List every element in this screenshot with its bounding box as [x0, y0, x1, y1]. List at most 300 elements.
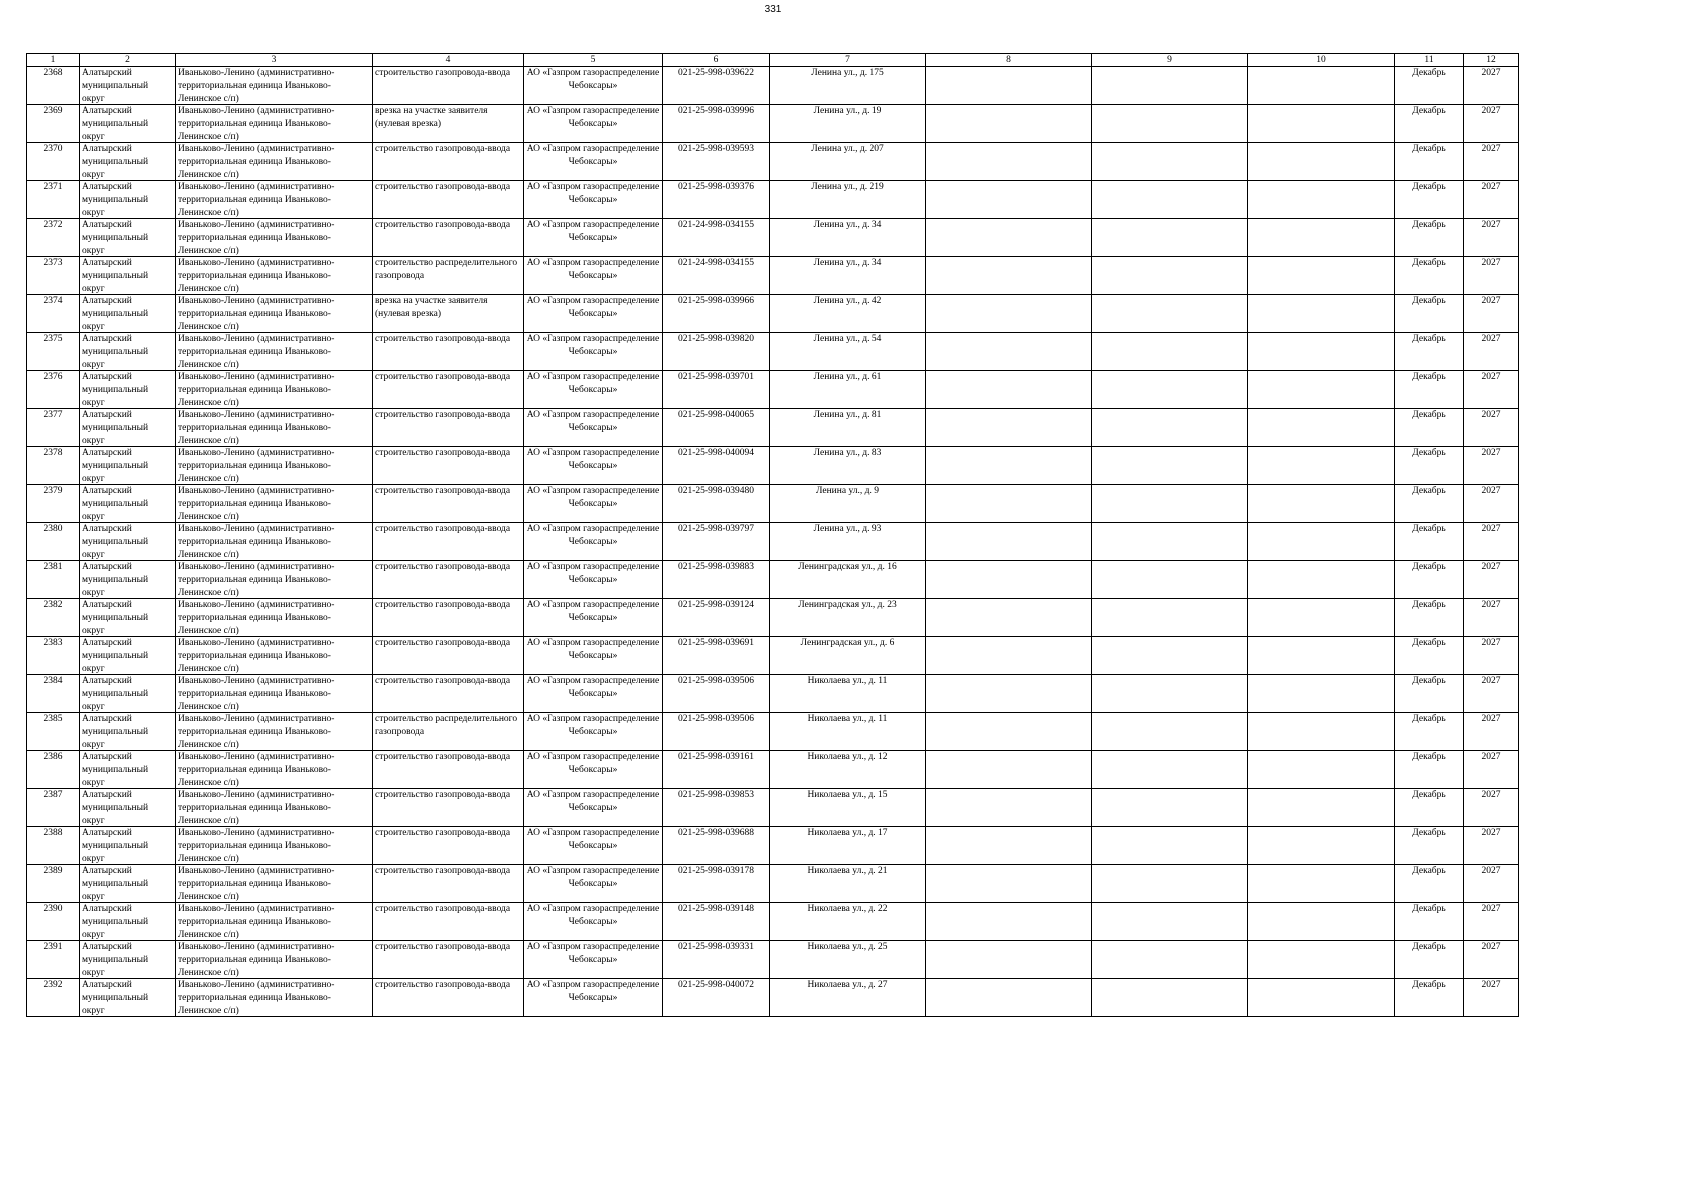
year-cell [1464, 599, 1519, 637]
empty-cell-col-9-text [1094, 713, 1245, 750]
empty-cell-col-9-text [1094, 789, 1245, 826]
empty-cell-col-10-text [1250, 181, 1392, 218]
empty-cell-col-10 [1248, 865, 1395, 903]
empty-cell-col-8 [926, 447, 1092, 485]
column-number-6: 6 [663, 54, 770, 67]
work-type-cell-text: строительство газопровода-ввода [375, 562, 511, 572]
empty-cell-col-8-text [928, 941, 1089, 978]
empty-cell-col-8-text [928, 67, 1089, 104]
district-cell [80, 637, 176, 675]
row-number-cell [27, 751, 80, 789]
settlement-cell-text: Иваньково-Ленино (административно-территориальная единица Иваньково-Ленинское с/п) [178, 676, 335, 712]
empty-cell-col-9-text [1094, 827, 1245, 864]
month-cell [1395, 751, 1464, 789]
row-number-cell [27, 371, 80, 409]
work-type-cell-text: строительство газопровода-ввода [375, 334, 511, 344]
empty-cell-col-10-text [1250, 257, 1392, 294]
request-code-cell [663, 637, 770, 675]
work-type-cell [373, 409, 524, 447]
year-cell [1464, 523, 1519, 561]
organization-cell-text: АО «Газпром газораспределение Чебоксары» [526, 980, 660, 1003]
settlement-cell-text: Иваньково-Ленино (административно-территориальная единица Иваньково-Ленинское с/п) [178, 182, 335, 218]
request-code-cell [663, 105, 770, 143]
empty-cell-col-9 [1092, 637, 1248, 675]
settlement-cell [176, 675, 373, 713]
request-code-cell-text: 021-25-998-039688 [678, 828, 754, 838]
work-type-cell-text: строительство газопровода-ввода [375, 942, 511, 952]
district-cell [80, 751, 176, 789]
row-number-cell-text: 2384 [43, 676, 63, 686]
table-row [27, 485, 1519, 523]
organization-cell [524, 941, 663, 979]
empty-cell-col-8 [926, 105, 1092, 143]
empty-cell-col-10 [1248, 105, 1395, 143]
district-cell [80, 219, 176, 257]
address-cell-text: Ленинградская ул., д. 6 [800, 638, 895, 648]
row-number-cell-text: 2390 [43, 904, 63, 914]
organization-cell-text: АО «Газпром газораспределение Чебоксары» [526, 790, 660, 813]
work-type-cell [373, 67, 524, 105]
empty-cell-col-9-text [1094, 67, 1245, 104]
empty-cell-col-10-text [1250, 827, 1392, 864]
empty-cell-col-8-text [928, 485, 1089, 522]
empty-cell-col-10-text [1250, 561, 1392, 598]
work-type-cell-text: врезка на участке заявителя (нулевая врезка) [375, 296, 488, 319]
empty-cell-col-8 [926, 371, 1092, 409]
settlement-cell [176, 67, 373, 105]
work-type-cell-text: строительство газопровода-ввода [375, 980, 511, 990]
row-number-cell-text: 2387 [43, 790, 63, 800]
year-cell [1464, 979, 1519, 1017]
organization-cell-text: АО «Газпром газораспределение Чебоксары» [526, 828, 660, 851]
empty-cell-col-8 [926, 903, 1092, 941]
district-cell [80, 181, 176, 219]
request-code-cell [663, 447, 770, 485]
work-type-cell [373, 751, 524, 789]
row-number-cell [27, 295, 80, 333]
empty-cell-col-10-text [1250, 143, 1392, 180]
request-code-cell-text: 021-25-998-040065 [678, 410, 754, 420]
table-row [27, 941, 1519, 979]
request-code-cell [663, 827, 770, 865]
empty-cell-col-9-text [1094, 903, 1245, 940]
address-cell-text: Ленина ул., д. 19 [813, 106, 882, 116]
column-number-10: 10 [1248, 54, 1395, 67]
district-cell [80, 865, 176, 903]
address-cell [770, 903, 926, 941]
empty-cell-col-8-text [928, 181, 1089, 218]
year-cell-text: 2027 [1481, 942, 1501, 952]
request-code-cell [663, 713, 770, 751]
table-row [27, 713, 1519, 751]
work-type-cell [373, 219, 524, 257]
district-cell [80, 333, 176, 371]
year-cell-text: 2027 [1481, 334, 1501, 344]
empty-cell-col-8 [926, 979, 1092, 1017]
address-cell-text: Николаева ул., д. 11 [807, 714, 888, 724]
district-cell-text: Алатырский муниципальный округ [82, 448, 149, 484]
request-code-cell-text: 021-24-998-034155 [678, 258, 754, 268]
organization-cell-text: АО «Газпром газораспределение Чебоксары» [526, 410, 660, 433]
organization-cell [524, 637, 663, 675]
row-number-cell-text: 2375 [43, 334, 63, 344]
request-code-cell-text: 021-25-998-039148 [678, 904, 754, 914]
empty-cell-col-8-text [928, 219, 1089, 256]
empty-cell-col-10 [1248, 143, 1395, 181]
month-cell [1395, 219, 1464, 257]
year-cell-text: 2027 [1481, 828, 1501, 838]
empty-cell-col-10-text [1250, 637, 1392, 674]
address-cell [770, 523, 926, 561]
settlement-cell [176, 523, 373, 561]
row-number-cell [27, 713, 80, 751]
request-code-cell-text: 021-25-998-039178 [678, 866, 754, 876]
month-cell [1395, 675, 1464, 713]
request-code-cell [663, 789, 770, 827]
settlement-cell [176, 827, 373, 865]
row-number-cell [27, 67, 80, 105]
empty-cell-col-8 [926, 751, 1092, 789]
organization-cell-text: АО «Газпром газораспределение Чебоксары» [526, 676, 660, 699]
request-code-cell-text: 021-25-998-039480 [678, 486, 754, 496]
empty-cell-col-9-text [1094, 599, 1245, 636]
settlement-cell-text: Иваньково-Ленино (административно-территориальная единица Иваньково-Ленинское с/п) [178, 144, 335, 180]
year-cell [1464, 485, 1519, 523]
column-number-7: 7 [770, 54, 926, 67]
address-cell [770, 713, 926, 751]
address-cell-text: Ленина ул., д. 9 [816, 486, 879, 496]
empty-cell-col-8-text [928, 105, 1089, 142]
organization-cell [524, 295, 663, 333]
district-cell [80, 827, 176, 865]
empty-cell-col-8 [926, 523, 1092, 561]
district-cell-text: Алатырский муниципальный округ [82, 790, 149, 826]
organization-cell [524, 409, 663, 447]
organization-cell [524, 485, 663, 523]
month-cell-text: Декабрь [1412, 828, 1446, 838]
month-cell-text: Декабрь [1412, 296, 1446, 306]
settlement-cell [176, 333, 373, 371]
district-cell-text: Алатырский муниципальный округ [82, 676, 149, 712]
request-code-cell [663, 903, 770, 941]
empty-cell-col-8 [926, 181, 1092, 219]
empty-cell-col-10-text [1250, 713, 1392, 750]
table-row [27, 865, 1519, 903]
settlement-cell-text: Иваньково-Ленино (административно-территориальная единица Иваньково-Ленинское с/п) [178, 410, 335, 446]
row-number-cell [27, 941, 80, 979]
column-number-header [27, 54, 1519, 67]
settlement-cell [176, 447, 373, 485]
row-number-cell [27, 865, 80, 903]
empty-cell-col-9 [1092, 751, 1248, 789]
month-cell-text: Декабрь [1412, 714, 1446, 724]
year-cell [1464, 941, 1519, 979]
month-cell-text: Декабрь [1412, 790, 1446, 800]
row-number-cell-text: 2382 [43, 600, 63, 610]
month-cell-text: Декабрь [1412, 524, 1446, 534]
district-cell [80, 599, 176, 637]
settlement-cell-text: Иваньково-Ленино (административно-территориальная единица Иваньково-Ленинское с/п) [178, 562, 335, 598]
month-cell [1395, 523, 1464, 561]
work-type-cell [373, 143, 524, 181]
district-cell-text: Алатырский муниципальный округ [82, 68, 149, 104]
district-cell-text: Алатырский муниципальный округ [82, 866, 149, 902]
settlement-cell [176, 257, 373, 295]
year-cell [1464, 675, 1519, 713]
month-cell [1395, 485, 1464, 523]
month-cell [1395, 903, 1464, 941]
row-number-cell-text: 2385 [43, 714, 63, 724]
empty-cell-col-9 [1092, 371, 1248, 409]
request-code-cell-text: 021-25-998-040094 [678, 448, 754, 458]
empty-cell-col-10-text [1250, 941, 1392, 978]
empty-cell-col-10 [1248, 713, 1395, 751]
year-cell-text: 2027 [1481, 220, 1501, 230]
year-cell-text: 2027 [1481, 448, 1501, 458]
request-code-cell [663, 523, 770, 561]
organization-cell [524, 219, 663, 257]
district-cell [80, 979, 176, 1017]
empty-cell-col-9-text [1094, 143, 1245, 180]
district-cell-text: Алатырский муниципальный округ [82, 182, 149, 218]
organization-cell-text: АО «Газпром газораспределение Чебоксары» [526, 904, 660, 927]
year-cell-text: 2027 [1481, 714, 1501, 724]
request-code-cell [663, 751, 770, 789]
month-cell-text: Декабрь [1412, 904, 1446, 914]
request-code-cell-text: 021-25-998-040072 [678, 980, 754, 990]
empty-cell-col-8-text [928, 903, 1089, 940]
work-type-cell [373, 371, 524, 409]
row-number-cell [27, 903, 80, 941]
year-cell [1464, 447, 1519, 485]
work-type-cell-text: строительство распределительного газопровода [375, 714, 518, 737]
work-type-cell-text: строительство газопровода-ввода [375, 524, 511, 534]
column-number-2: 2 [80, 54, 176, 67]
empty-cell-col-10-text [1250, 523, 1392, 560]
empty-cell-col-9-text [1094, 181, 1245, 218]
row-number-cell [27, 181, 80, 219]
row-number-cell [27, 257, 80, 295]
organization-cell-text: АО «Газпром газораспределение Чебоксары» [526, 524, 660, 547]
year-cell-text: 2027 [1481, 790, 1501, 800]
year-cell [1464, 865, 1519, 903]
empty-cell-col-8 [926, 675, 1092, 713]
address-cell [770, 295, 926, 333]
month-cell-text: Декабрь [1412, 638, 1446, 648]
work-type-cell [373, 637, 524, 675]
year-cell-text: 2027 [1481, 980, 1501, 990]
district-cell-text: Алатырский муниципальный округ [82, 486, 149, 522]
empty-cell-col-8-text [928, 637, 1089, 674]
month-cell [1395, 561, 1464, 599]
month-cell [1395, 333, 1464, 371]
work-type-cell-text: строительство газопровода-ввода [375, 410, 511, 420]
request-code-cell [663, 675, 770, 713]
work-type-cell-text: строительство газопровода-ввода [375, 486, 511, 496]
month-cell-text: Декабрь [1412, 562, 1446, 572]
empty-cell-col-9 [1092, 865, 1248, 903]
address-cell [770, 409, 926, 447]
table-row [27, 561, 1519, 599]
empty-cell-col-8-text [928, 599, 1089, 636]
year-cell [1464, 67, 1519, 105]
empty-cell-col-10-text [1250, 485, 1392, 522]
district-cell [80, 105, 176, 143]
empty-cell-col-9-text [1094, 447, 1245, 484]
organization-cell-text: АО «Газпром газораспределение Чебоксары» [526, 448, 660, 471]
row-number-cell-text: 2368 [43, 68, 63, 78]
empty-cell-col-9 [1092, 599, 1248, 637]
table-row [27, 447, 1519, 485]
year-cell [1464, 257, 1519, 295]
settlement-cell-text: Иваньково-Ленино (административно-территориальная единица Иваньково-Ленинское с/п) [178, 828, 335, 864]
work-type-cell-text: строительство газопровода-ввода [375, 144, 511, 154]
request-code-cell [663, 219, 770, 257]
month-cell-text: Декабрь [1412, 448, 1446, 458]
empty-cell-col-10-text [1250, 903, 1392, 940]
empty-cell-col-10-text [1250, 371, 1392, 408]
year-cell-text: 2027 [1481, 524, 1501, 534]
address-cell [770, 637, 926, 675]
month-cell-text: Декабрь [1412, 372, 1446, 382]
empty-cell-col-9-text [1094, 219, 1245, 256]
empty-cell-col-8-text [928, 333, 1089, 370]
month-cell-text: Декабрь [1412, 486, 1446, 496]
year-cell-text: 2027 [1481, 752, 1501, 762]
row-number-cell [27, 827, 80, 865]
row-number-cell-text: 2373 [43, 258, 63, 268]
request-code-cell [663, 561, 770, 599]
row-number-cell-text: 2377 [43, 410, 63, 420]
year-cell [1464, 637, 1519, 675]
empty-cell-col-8 [926, 789, 1092, 827]
address-cell-text: Николаева ул., д. 22 [807, 904, 888, 914]
request-code-cell [663, 257, 770, 295]
request-code-cell-text: 021-25-998-039853 [678, 790, 754, 800]
address-cell-text: Ленина ул., д. 219 [811, 182, 884, 192]
address-cell [770, 67, 926, 105]
empty-cell-col-8-text [928, 523, 1089, 560]
year-cell [1464, 827, 1519, 865]
month-cell [1395, 713, 1464, 751]
work-type-cell [373, 979, 524, 1017]
year-cell-text: 2027 [1481, 904, 1501, 914]
column-number-11: 11 [1395, 54, 1464, 67]
empty-cell-col-9 [1092, 903, 1248, 941]
empty-cell-col-10-text [1250, 447, 1392, 484]
table-row [27, 675, 1519, 713]
year-cell-text: 2027 [1481, 68, 1501, 78]
empty-cell-col-8-text [928, 751, 1089, 788]
address-cell [770, 561, 926, 599]
empty-cell-col-10-text [1250, 979, 1392, 1016]
empty-cell-col-10-text [1250, 295, 1392, 332]
table-row [27, 295, 1519, 333]
settlement-cell [176, 941, 373, 979]
organization-cell-text: АО «Газпром газораспределение Чебоксары» [526, 144, 660, 167]
empty-cell-col-8 [926, 713, 1092, 751]
month-cell-text: Декабрь [1412, 258, 1446, 268]
table-row [27, 751, 1519, 789]
table-row [27, 979, 1519, 1017]
row-number-cell-text: 2372 [43, 220, 63, 230]
year-cell-text: 2027 [1481, 562, 1501, 572]
table-row [27, 637, 1519, 675]
district-cell-text: Алатырский муниципальный округ [82, 980, 149, 1016]
empty-cell-col-10 [1248, 599, 1395, 637]
address-cell-text: Ленина ул., д. 81 [813, 410, 882, 420]
column-number-5: 5 [524, 54, 663, 67]
register-table [26, 53, 1519, 1017]
month-cell-text: Декабрь [1412, 410, 1446, 420]
month-cell [1395, 979, 1464, 1017]
empty-cell-col-9 [1092, 295, 1248, 333]
row-number-cell [27, 979, 80, 1017]
settlement-cell-text: Иваньково-Ленино (административно-территориальная единица Иваньково-Ленинское с/п) [178, 258, 335, 294]
row-number-cell-text: 2389 [43, 866, 63, 876]
settlement-cell-text: Иваньково-Ленино (административно-территориальная единица Иваньково-Ленинское с/п) [178, 524, 335, 560]
empty-cell-col-9 [1092, 713, 1248, 751]
address-cell-text: Ленина ул., д. 42 [813, 296, 882, 306]
row-number-cell-text: 2378 [43, 448, 63, 458]
row-number-cell-text: 2369 [43, 106, 63, 116]
settlement-cell [176, 979, 373, 1017]
address-cell-text: Ленина ул., д. 54 [813, 334, 882, 344]
empty-cell-col-9 [1092, 941, 1248, 979]
district-cell-text: Алатырский муниципальный округ [82, 372, 149, 408]
empty-cell-col-8-text [928, 447, 1089, 484]
district-cell-text: Алатырский муниципальный округ [82, 524, 149, 560]
year-cell-text: 2027 [1481, 372, 1501, 382]
district-cell [80, 903, 176, 941]
work-type-cell [373, 941, 524, 979]
work-type-cell-text: строительство газопровода-ввода [375, 182, 511, 192]
table-row [27, 333, 1519, 371]
column-number-4: 4 [373, 54, 524, 67]
row-number-cell-text: 2383 [43, 638, 63, 648]
empty-cell-col-9-text [1094, 105, 1245, 142]
empty-cell-col-10 [1248, 409, 1395, 447]
district-cell [80, 789, 176, 827]
request-code-cell [663, 143, 770, 181]
row-number-cell [27, 523, 80, 561]
address-cell-text: Николаева ул., д. 21 [807, 866, 888, 876]
empty-cell-col-10 [1248, 67, 1395, 105]
empty-cell-col-9-text [1094, 371, 1245, 408]
request-code-cell [663, 67, 770, 105]
organization-cell-text: АО «Газпром газораспределение Чебоксары» [526, 638, 660, 661]
address-cell [770, 941, 926, 979]
settlement-cell-text: Иваньково-Ленино (административно-территориальная единица Иваньково-Ленинское с/п) [178, 220, 335, 256]
year-cell [1464, 561, 1519, 599]
request-code-cell [663, 333, 770, 371]
address-cell-text: Ленинградская ул., д. 23 [798, 600, 897, 610]
settlement-cell-text: Иваньково-Ленино (административно-территориальная единица Иваньково-Ленинское с/п) [178, 334, 335, 370]
header-row [27, 54, 1519, 67]
organization-cell [524, 181, 663, 219]
month-cell [1395, 865, 1464, 903]
row-number-cell-text: 2370 [43, 144, 63, 154]
table-row [27, 257, 1519, 295]
empty-cell-col-9 [1092, 219, 1248, 257]
address-cell [770, 485, 926, 523]
empty-cell-col-9-text [1094, 257, 1245, 294]
settlement-cell-text: Иваньково-Ленино (административно-территориальная единица Иваньково-Ленинское с/п) [178, 106, 335, 142]
year-cell-text: 2027 [1481, 638, 1501, 648]
settlement-cell [176, 219, 373, 257]
organization-cell [524, 561, 663, 599]
organization-cell [524, 713, 663, 751]
